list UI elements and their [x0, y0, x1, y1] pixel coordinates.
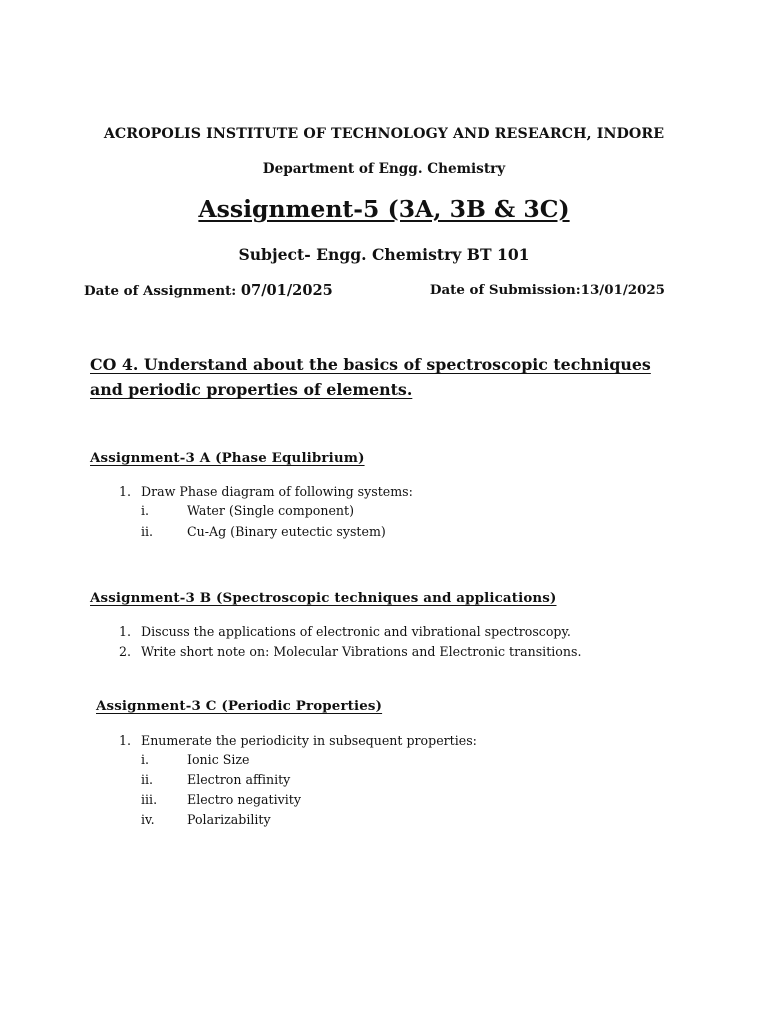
list-item	[119, 622, 719, 642]
sub-list-item	[119, 522, 679, 542]
list-item	[119, 731, 679, 751]
date-of-assignment-label: Date of Assignment:	[84, 283, 241, 299]
sub-list-item-number: ii.	[141, 772, 154, 787]
sub-list-item-text: Ionic Size	[187, 752, 250, 767]
sub-list-item	[119, 790, 679, 810]
assignment-title: Assignment-5 (3A, 3B & 3C)	[198, 195, 570, 223]
date-of-assignment	[84, 282, 333, 299]
list-item-text: Enumerate the periodicity in subsequent properties:	[141, 733, 477, 748]
course-outcome	[90, 352, 690, 402]
sub-list-item-text: Cu-Ag (Binary eutectic system)	[187, 524, 386, 539]
sub-list-item-text: Electron affinity	[187, 772, 291, 787]
list-item-text: Write short note on: Molecular Vibrations and Electronic transitions.	[141, 644, 582, 659]
sub-list-item-text: Polarizability	[187, 812, 271, 827]
sub-list-item-text: Water (Single component)	[187, 503, 354, 518]
sub-list-item	[119, 501, 679, 521]
sub-list-item-number: iii.	[141, 792, 158, 807]
section-heading-3b: Assignment-3 B (Spectroscopic techniques and applications)	[90, 590, 557, 606]
subject-line: Subject- Engg. Chemistry BT 101	[238, 245, 530, 264]
sub-list-item	[119, 810, 679, 830]
sub-list-item-number: i.	[141, 752, 150, 767]
list-item-number: 1.	[119, 733, 132, 748]
section-heading-3a: Assignment-3 A (Phase Equlibrium)	[90, 450, 365, 466]
sub-list-item-text: Electro negativity	[187, 792, 301, 807]
sub-list-item-number: ii.	[141, 524, 154, 539]
list-item	[119, 482, 679, 502]
department-name: Department of Engg. Chemistry	[262, 161, 506, 177]
course-outcome-line-1: CO 4. Understand about the basics of spectroscopic techniques	[90, 355, 651, 374]
list-item-number: 1.	[119, 624, 132, 639]
list-item-text: Discuss the applications of electronic and vibrational spectroscopy.	[141, 624, 571, 639]
list-item-number: 1.	[119, 484, 132, 499]
sub-list-item	[119, 750, 679, 770]
sub-list-item-number: iv.	[141, 812, 155, 827]
date-of-assignment-value: 07/01/2025	[240, 282, 333, 299]
sub-list-item	[119, 770, 679, 790]
list-item-number: 2.	[119, 644, 132, 659]
date-of-submission: Date of Submission:13/01/2025	[429, 282, 665, 298]
institute-name: ACROPOLIS INSTITUTE OF TECHNOLOGY AND RESEARCH, INDORE	[103, 126, 665, 142]
sub-list-item-number: i.	[141, 503, 150, 518]
list-item	[119, 642, 719, 662]
section-heading-3c: Assignment-3 C (Periodic Properties)	[96, 698, 383, 714]
course-outcome-line-2: and periodic properties of elements.	[90, 380, 413, 399]
list-item-text: Draw Phase diagram of following systems:	[141, 484, 413, 499]
